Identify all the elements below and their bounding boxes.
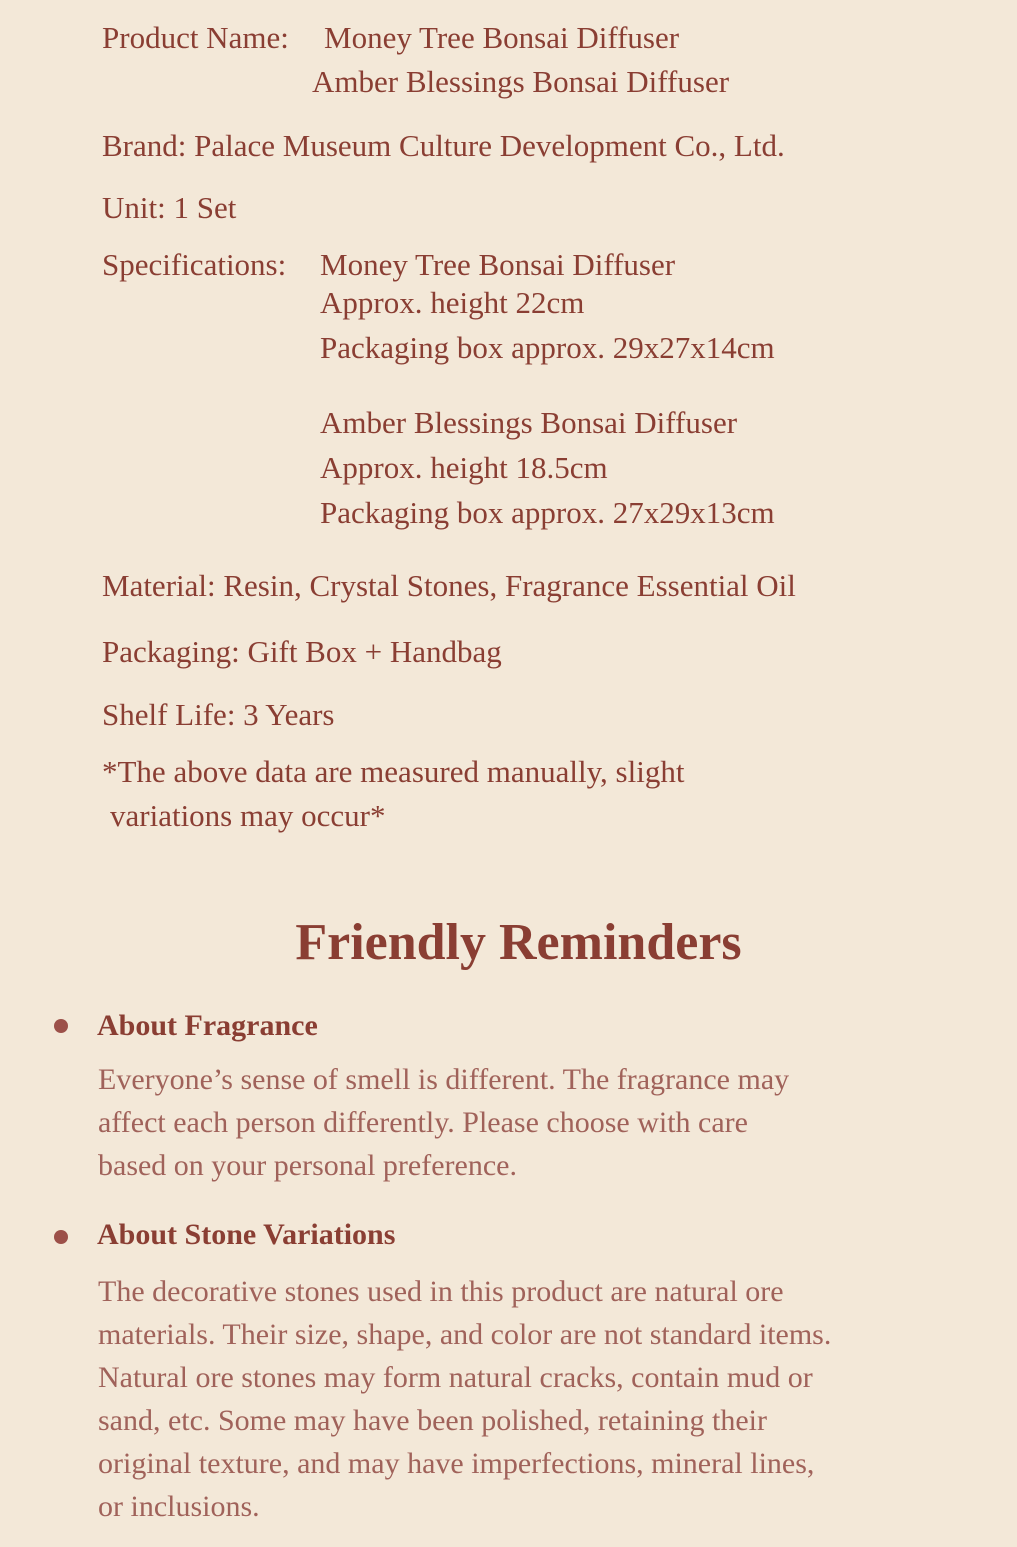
spec-item1-box: Packaging box approx. 29x27x14cm <box>320 330 775 365</box>
spec-item2-height: Approx. height 18.5cm <box>320 450 608 485</box>
product-name-1: Money Tree Bonsai Diffuser <box>324 20 680 55</box>
reminder-body-stone <box>98 1270 831 1528</box>
reminder-line: sand, etc. Some may have been polished, retaining their <box>98 1404 767 1437</box>
specifications-label: Specifications: <box>102 247 287 282</box>
measurement-note-line2: variations may occur* <box>110 798 386 833</box>
reminder-line: or inclusions. <box>98 1490 260 1523</box>
spec-item1-height: Approx. height 22cm <box>320 285 585 320</box>
spec-item2-box: Packaging box approx. 27x29x13cm <box>320 495 775 530</box>
product-name-2: Amber Blessings Bonsai Diffuser <box>312 64 730 99</box>
measurement-note-line1: *The above data are measured manually, slight <box>102 754 685 789</box>
reminder-line: The decorative stones used in this product are natural ore <box>98 1275 784 1308</box>
reminder-line: Natural ore stones may form natural cracks, contain mud or <box>98 1361 813 1394</box>
spec-item2-name: Amber Blessings Bonsai Diffuser <box>320 405 738 440</box>
spec-item1-name: Money Tree Bonsai Diffuser <box>320 247 676 282</box>
bullet-icon <box>54 1019 68 1033</box>
shelf-life-line: Shelf Life: 3 Years <box>102 697 335 732</box>
product-name-label: Product Name: <box>102 20 289 55</box>
reminder-line: based on your personal preference. <box>98 1149 517 1182</box>
reminder-line: Everyone’s sense of smell is different. The fragrance may <box>98 1063 790 1096</box>
reminder-line: original texture, and may have imperfections, mineral lines, <box>98 1447 815 1480</box>
material-line: Material: Resin, Crystal Stones, Fragrance Essential Oil <box>102 568 796 603</box>
reminder-line: materials. Their size, shape, and color are not standard items. <box>98 1318 832 1351</box>
reminder-title-fragrance: About Fragrance <box>97 1009 318 1042</box>
packaging-line: Packaging: Gift Box + Handbag <box>102 634 502 669</box>
reminders-heading: Friendly Reminders <box>295 914 742 971</box>
reminder-title-stone: About Stone Variations <box>97 1218 396 1251</box>
reminder-body-fragrance <box>98 1058 789 1187</box>
reminder-line: affect each person differently. Please choose with care <box>98 1106 748 1139</box>
unit-line: Unit: 1 Set <box>102 190 237 225</box>
brand-line: Brand: Palace Museum Culture Development Co., Ltd. <box>102 128 785 163</box>
bullet-icon <box>54 1230 68 1244</box>
